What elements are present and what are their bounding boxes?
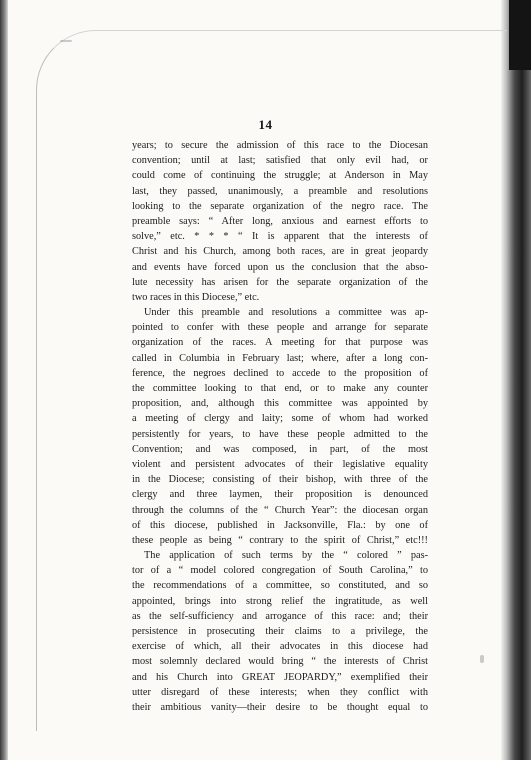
text-line: persistence in prosecuting their claims to a privilege, the bbox=[132, 626, 428, 637]
ink-smudge bbox=[60, 40, 72, 42]
text-line: through the columns of the “ Church Year”: the diocesan organ bbox=[132, 504, 428, 516]
text-line: last, they passed, unanimously, a preamble and resolutions bbox=[132, 185, 428, 197]
text-line: looking to the separate organization of the negro race. The bbox=[132, 200, 428, 212]
text-line: called in Columbia in February last; where, after a long con- bbox=[132, 352, 428, 364]
text-line: persistently for years, to have these people admitted to the bbox=[132, 428, 428, 440]
text-line: and events have forced upon us the conclusion that the abso- bbox=[132, 261, 428, 273]
text-line: proposition, and, although this committee was appointed by bbox=[132, 398, 428, 410]
text-line: preamble says: “ After long, anxious and earnest efforts to bbox=[132, 215, 428, 227]
text-line: Christ and his Church, among both races, are in great jeopardy bbox=[132, 246, 428, 258]
text-line: appointed, brings into strong relief the ingratitude, as well bbox=[132, 595, 428, 607]
text-line: pointed to confer with these people and arrange for separate bbox=[132, 322, 428, 334]
text-line: solve,” etc. * * * “ It is apparent that the interests of bbox=[132, 231, 428, 243]
text-line: The application of such terms by the “ colored ” pas- bbox=[144, 550, 428, 562]
text-line: two races in this Diocese,” etc. bbox=[132, 291, 260, 303]
text-line: could come of continuing the struggle; at Anderson in May bbox=[132, 170, 428, 182]
left-binding-edge bbox=[0, 0, 8, 760]
text-line: tor of a “ model colored congregation of South Carolina,” to bbox=[132, 565, 428, 577]
text-line: their ambitious vanity—their desire to be thought equal to bbox=[132, 701, 428, 713]
text-line: a meeting of clergy and laity; some of whom had worked bbox=[132, 413, 428, 425]
text-line: convention; until at last; satisfied that only evil had, or bbox=[132, 155, 428, 167]
body-text bbox=[132, 138, 428, 715]
text-line: these people as being “ contrary to the spirit of Christ,” etc!!! bbox=[132, 534, 428, 546]
text-line: of this diocese, published in Jacksonville, Fla.: by one of bbox=[132, 519, 428, 531]
page-number: 14 bbox=[258, 117, 273, 132]
text-line: exercise of which, all their advocates in this diocese had bbox=[132, 641, 428, 653]
ink-smudge bbox=[480, 655, 484, 663]
text-line: organization of the races. A meeting for that purpose was bbox=[132, 337, 428, 349]
text-line: the recommendations of a committee, so constituted, and so bbox=[132, 580, 428, 592]
text-line: Under this preamble and resolutions a committee was ap- bbox=[144, 307, 428, 319]
text-line: ference, the negroes declined to accede to the proposition of bbox=[132, 367, 428, 379]
text-line: in the Diocese; consisting of their bishop, with three of the bbox=[132, 474, 428, 486]
text-line: lute necessity has arisen for the separate organization of the bbox=[132, 276, 428, 288]
text-line: years; to secure the admission of this race to the Diocesan bbox=[132, 140, 428, 151]
right-book-edge-dark bbox=[509, 0, 531, 70]
text-line: the committee looking to that end, or to make any counter bbox=[132, 383, 428, 394]
text-line: utter disregard of these interests; when they conflict with bbox=[132, 686, 428, 698]
text-line: violent and persistent advocates of their legislative equality bbox=[132, 458, 428, 470]
text-line: Convention; and was composed, in part, of the most bbox=[132, 443, 428, 455]
text-line: most solemnly declared would bring “ the interests of Christ bbox=[132, 656, 428, 668]
text-line: and his Church into GREAT JEOPARDY,” exemplified their bbox=[132, 671, 428, 683]
text-line: as the self-sufficiency and arrogance of this race: and; their bbox=[132, 610, 428, 622]
text-line: clergy and three laymen, their proposition is denounced bbox=[132, 489, 428, 501]
